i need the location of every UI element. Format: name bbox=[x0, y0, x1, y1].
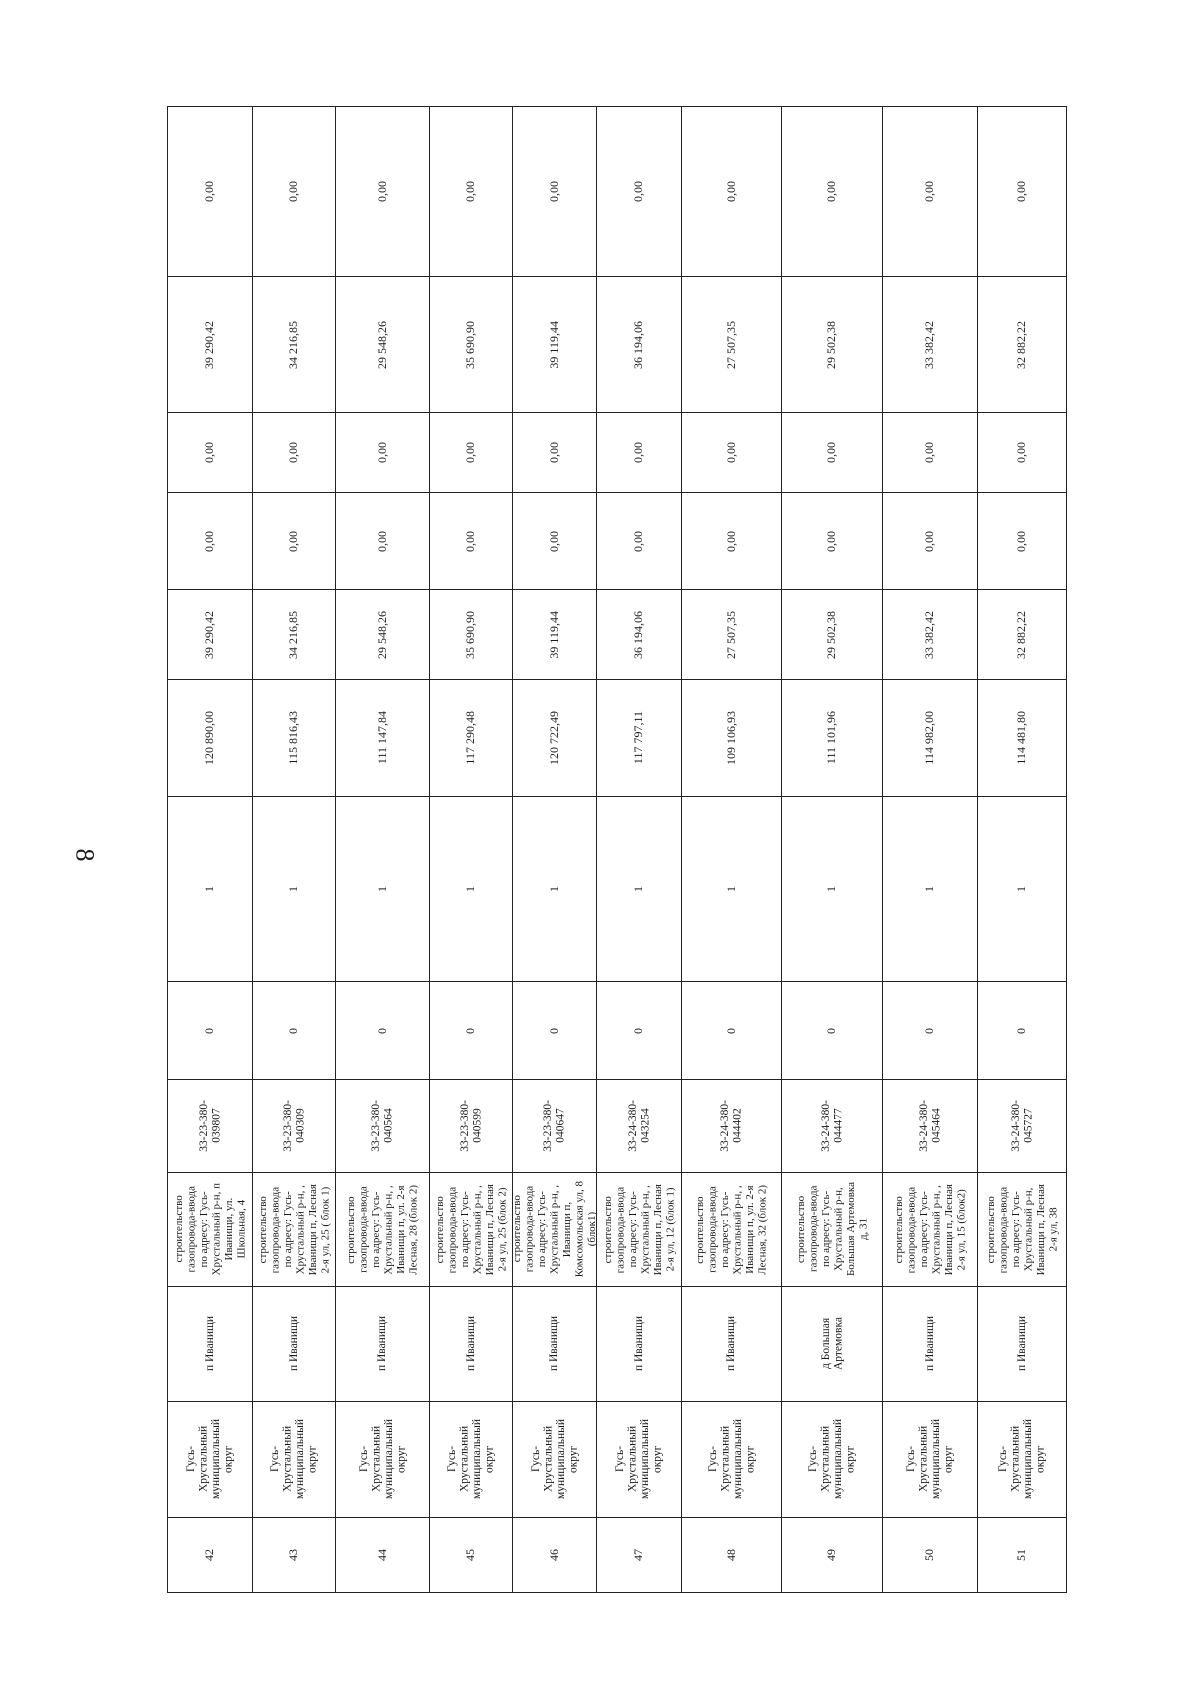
cell-row-number bbox=[682, 1518, 782, 1593]
cell-count bbox=[336, 797, 430, 982]
cell-amount-repeat bbox=[168, 277, 253, 413]
cell-description bbox=[978, 1173, 1067, 1287]
cell-district-text: Гусь- Хрустальный муниципальный округ bbox=[269, 1419, 319, 1500]
cell-zero-count-text: 0 bbox=[463, 1027, 478, 1034]
cell-amount-repeat-text: 33 382,42 bbox=[922, 320, 937, 369]
cell-final-zero-text: 0,00 bbox=[202, 181, 217, 202]
cell-amount-repeat bbox=[978, 277, 1067, 413]
cell-row-number bbox=[430, 1518, 513, 1593]
cell-code bbox=[430, 1080, 513, 1173]
cell-amount bbox=[253, 590, 336, 680]
cell-amount bbox=[430, 590, 513, 680]
cell-total-text: 120 722,49 bbox=[546, 711, 561, 765]
cell-count bbox=[430, 797, 513, 982]
cell-description bbox=[510, 1173, 598, 1287]
cell-zero-b bbox=[883, 413, 978, 493]
cell-locality bbox=[168, 1287, 253, 1402]
cell-amount-repeat-text: 36 194,06 bbox=[631, 320, 646, 369]
table-row bbox=[168, 1080, 1196, 1173]
cell-total-text: 114 481,80 bbox=[1014, 711, 1029, 765]
cell-description bbox=[597, 1173, 682, 1287]
cell-code-text: 33-24-380- 044402 bbox=[719, 1100, 744, 1152]
cell-district bbox=[782, 1402, 883, 1518]
cell-code-text: 33-23-380- 040599 bbox=[458, 1100, 483, 1152]
cell-locality bbox=[782, 1287, 883, 1402]
cell-row-number-text: 46 bbox=[546, 1549, 561, 1561]
table-row bbox=[168, 1402, 1196, 1518]
cell-count bbox=[597, 797, 682, 982]
cell-zero-b bbox=[430, 413, 513, 493]
cell-amount-text: 39 119,44 bbox=[546, 610, 561, 659]
cell-count bbox=[253, 797, 336, 982]
cell-row-number-text: 45 bbox=[463, 1549, 478, 1561]
cell-amount-repeat bbox=[253, 277, 336, 413]
cell-district-text: Гусь- Хрустальный муниципальный округ bbox=[357, 1419, 407, 1500]
table-row bbox=[168, 107, 1196, 277]
cell-district-text: Гусь- Хрустальный муниципальный округ bbox=[614, 1419, 664, 1500]
cell-zero-count-text: 0 bbox=[202, 1027, 217, 1034]
cell-row-number-text: 44 bbox=[374, 1549, 389, 1561]
cell-locality-text: п Иванищи bbox=[1015, 1316, 1028, 1372]
cell-amount-repeat bbox=[782, 277, 883, 413]
cell-zero-count-text: 0 bbox=[546, 1027, 561, 1034]
cell-zero-count-text: 0 bbox=[374, 1027, 389, 1034]
cell-zero-a bbox=[682, 493, 782, 590]
cell-zero-b-text: 0,00 bbox=[824, 442, 839, 463]
cell-row-number bbox=[597, 1518, 682, 1593]
cell-zero-count-text: 0 bbox=[723, 1027, 738, 1034]
cell-description-text: строительство газопровода-ввода по адресу: Гусь- Хрустальный р-н, Иванищи п, Лесная 2-я ул, 38 bbox=[984, 1183, 1059, 1276]
cell-zero-count bbox=[168, 982, 253, 1080]
cell-total bbox=[883, 680, 978, 797]
cell-zero-count bbox=[682, 982, 782, 1080]
cell-amount-repeat-text: 27 507,35 bbox=[723, 320, 738, 369]
cell-description bbox=[430, 1173, 513, 1287]
cell-zero-a bbox=[597, 493, 682, 590]
cell-description bbox=[682, 1173, 782, 1287]
table-row bbox=[168, 413, 1196, 493]
cell-zero-count bbox=[597, 982, 682, 1080]
cell-total-text: 111 101,96 bbox=[824, 711, 839, 765]
cell-zero-a-text: 0,00 bbox=[723, 530, 738, 552]
cell-description-text: строительство газопровода-ввода по адресу: Гусь- Хрустальный р-н, , Иванищи п, Лесная 2-я ул, 15 (блок2) bbox=[892, 1183, 967, 1276]
cell-district bbox=[513, 1402, 597, 1518]
cell-row-number bbox=[168, 1518, 253, 1593]
cell-amount-repeat-text: 39 290,42 bbox=[202, 320, 217, 369]
cell-zero-count bbox=[782, 982, 883, 1080]
cell-district bbox=[430, 1402, 513, 1518]
cell-code bbox=[782, 1080, 883, 1173]
cell-final-zero bbox=[883, 107, 978, 277]
cell-code bbox=[883, 1080, 978, 1173]
cell-total bbox=[430, 680, 513, 797]
cell-zero-a bbox=[883, 493, 978, 590]
cell-final-zero bbox=[336, 107, 430, 277]
cell-amount bbox=[782, 590, 883, 680]
cell-district bbox=[883, 1402, 978, 1518]
cell-final-zero bbox=[168, 107, 253, 277]
cell-code bbox=[978, 1080, 1067, 1173]
cell-count-text: 1 bbox=[922, 886, 937, 892]
cell-row-number-text: 49 bbox=[824, 1549, 839, 1561]
cell-zero-a-text: 0,00 bbox=[922, 530, 937, 552]
cell-zero-a-text: 0,00 bbox=[463, 530, 478, 552]
cell-total-text: 117 290,48 bbox=[463, 711, 478, 765]
cell-count-text: 1 bbox=[546, 886, 561, 892]
cell-zero-a bbox=[978, 493, 1067, 590]
cell-total-text: 111 147,84 bbox=[374, 711, 389, 765]
cell-total bbox=[782, 680, 883, 797]
cell-zero-a-text: 0,00 bbox=[546, 530, 561, 552]
cell-zero-b-text: 0,00 bbox=[202, 442, 217, 463]
cell-description bbox=[168, 1173, 253, 1287]
cell-amount-text: 39 290,42 bbox=[202, 610, 217, 659]
cell-code-text: 33-23-380- 040647 bbox=[542, 1100, 567, 1152]
cell-count bbox=[883, 797, 978, 982]
cell-amount-repeat bbox=[883, 277, 978, 413]
cell-zero-count bbox=[253, 982, 336, 1080]
cell-amount bbox=[978, 590, 1067, 680]
cell-zero-count bbox=[883, 982, 978, 1080]
cell-zero-count-text: 0 bbox=[824, 1027, 839, 1034]
cell-zero-a-text: 0,00 bbox=[631, 530, 646, 552]
cell-amount bbox=[513, 590, 597, 680]
cell-locality-text: п Иванищи bbox=[203, 1316, 216, 1372]
cell-amount-text: 33 382,42 bbox=[922, 610, 937, 659]
cell-count bbox=[978, 797, 1067, 982]
cell-code-text: 33-24-380- 045727 bbox=[1009, 1100, 1034, 1152]
cell-locality-text: п Иванищи bbox=[464, 1316, 477, 1372]
cell-code-text: 33-24-380- 043254 bbox=[626, 1100, 651, 1152]
cell-amount bbox=[597, 590, 682, 680]
cell-description-text: строительство газопровода-ввода по адресу: Гусь- Хрустальный р-н, п Иванищи, ул. Школьная, 4 bbox=[172, 1183, 247, 1276]
cell-zero-b bbox=[782, 413, 883, 493]
cell-count-text: 1 bbox=[1014, 886, 1029, 892]
cell-total-text: 117 797,11 bbox=[631, 711, 646, 765]
cell-total bbox=[513, 680, 597, 797]
cell-amount-repeat-text: 29 502,38 bbox=[824, 320, 839, 369]
cell-zero-a bbox=[513, 493, 597, 590]
table-row bbox=[168, 982, 1196, 1080]
cell-description-text: строительство газопровода-ввода по адресу: Гусь- Хрустальный р-н, , Иванищи п, Лесная 2-я ул, 12 (блок 1) bbox=[601, 1183, 676, 1276]
cell-locality bbox=[978, 1287, 1067, 1402]
cell-zero-a bbox=[336, 493, 430, 590]
cell-code bbox=[253, 1080, 336, 1173]
cell-total-text: 120 890,00 bbox=[202, 711, 217, 765]
cell-zero-a bbox=[430, 493, 513, 590]
cell-code bbox=[597, 1080, 682, 1173]
cell-code-text: 33-24-380- 045464 bbox=[917, 1100, 942, 1152]
table-row bbox=[168, 493, 1196, 590]
cell-count-text: 1 bbox=[723, 886, 738, 892]
cell-locality-text: п Иванищи bbox=[923, 1316, 936, 1372]
cell-count-text: 1 bbox=[202, 886, 217, 892]
cell-final-zero-text: 0,00 bbox=[824, 181, 839, 202]
cell-row-number bbox=[253, 1518, 336, 1593]
cell-locality bbox=[682, 1287, 782, 1402]
cell-final-zero-text: 0,00 bbox=[463, 181, 478, 202]
cell-district-text: Гусь- Хрустальный муниципальный округ bbox=[529, 1419, 579, 1500]
table-body bbox=[168, 107, 1196, 1593]
cell-total bbox=[682, 680, 782, 797]
cell-amount-repeat bbox=[430, 277, 513, 413]
cell-locality bbox=[597, 1287, 682, 1402]
cell-amount-repeat-text: 34 216,85 bbox=[286, 320, 301, 369]
table-row bbox=[168, 1518, 1196, 1593]
cell-final-zero-text: 0,00 bbox=[286, 181, 301, 202]
cell-zero-b-text: 0,00 bbox=[631, 442, 646, 463]
cell-final-zero bbox=[782, 107, 883, 277]
cell-description bbox=[253, 1173, 336, 1287]
table-row bbox=[168, 797, 1196, 982]
cell-zero-a-text: 0,00 bbox=[1014, 530, 1029, 552]
cell-total bbox=[168, 680, 253, 797]
cell-zero-b-text: 0,00 bbox=[1014, 442, 1029, 463]
cell-amount-repeat-text: 32 882,22 bbox=[1014, 320, 1029, 369]
cell-amount-repeat-text: 35 690,90 bbox=[463, 320, 478, 369]
cell-row-number-text: 51 bbox=[1014, 1549, 1029, 1561]
cell-final-zero-text: 0,00 bbox=[1014, 181, 1029, 202]
cell-amount-text: 36 194,06 bbox=[631, 610, 646, 659]
cell-locality bbox=[883, 1287, 978, 1402]
cell-row-number bbox=[782, 1518, 883, 1593]
table-row bbox=[168, 680, 1196, 797]
page-number: 8 bbox=[70, 848, 100, 862]
cell-locality bbox=[336, 1287, 430, 1402]
cell-description-text: строительство газопровода-ввода по адресу: Гусь- Хрустальный р-н, , Иванищи п, Комсомольская ул, 8 (блок1) bbox=[510, 1181, 598, 1278]
cell-zero-b bbox=[513, 413, 597, 493]
cell-amount bbox=[336, 590, 430, 680]
cell-row-number-text: 43 bbox=[286, 1549, 301, 1561]
cell-description-text: строительство газопровода-ввода по адресу: Гусь- Хрустальный р-н, , Иванищи п, ул. 2-я Лесная, 32 (блок 2) bbox=[694, 1184, 769, 1275]
cell-final-zero-text: 0,00 bbox=[922, 181, 937, 202]
cell-final-zero-text: 0,00 bbox=[723, 181, 738, 202]
cell-zero-b bbox=[978, 413, 1067, 493]
cell-amount bbox=[168, 590, 253, 680]
cell-row-number bbox=[883, 1518, 978, 1593]
cell-zero-a-text: 0,00 bbox=[374, 530, 389, 552]
cell-amount-text: 29 502,38 bbox=[824, 610, 839, 659]
cell-district bbox=[978, 1402, 1067, 1518]
cell-district-text: Гусь- Хрустальный муниципальный округ bbox=[446, 1419, 496, 1500]
cell-description-text: строительство газопровода-ввода по адресу: Гусь- Хрустальный р-н, , Иванищи п, ул. 2-я Лесная, 28 (блок 2) bbox=[345, 1184, 420, 1275]
cell-amount bbox=[682, 590, 782, 680]
cell-row-number-text: 48 bbox=[723, 1549, 738, 1561]
cell-zero-a bbox=[253, 493, 336, 590]
cell-row-number-text: 47 bbox=[631, 1549, 646, 1561]
table-row bbox=[168, 1287, 1196, 1402]
cell-row-number-text: 42 bbox=[202, 1549, 217, 1561]
cell-final-zero-text: 0,00 bbox=[546, 181, 561, 202]
cell-description bbox=[883, 1173, 978, 1287]
cell-code bbox=[336, 1080, 430, 1173]
cell-locality-text: п Иванищи bbox=[287, 1316, 300, 1372]
cell-count bbox=[168, 797, 253, 982]
cell-district-text: Гусь- Хрустальный муниципальный округ bbox=[706, 1419, 756, 1500]
cell-zero-count-text: 0 bbox=[286, 1027, 301, 1034]
cell-row-number bbox=[513, 1518, 597, 1593]
cell-zero-b bbox=[682, 413, 782, 493]
cell-description-text: строительство газопровода-ввода по адресу: Гусь- Хрустальный р-н, , Иванищи п, Лесная 2-я ул, 25 ( блок 1) bbox=[256, 1183, 331, 1276]
cell-final-zero-text: 0,00 bbox=[374, 181, 389, 202]
cell-final-zero-text: 0,00 bbox=[631, 181, 646, 202]
cell-amount-text: 27 507,35 bbox=[723, 610, 738, 659]
cell-zero-b-text: 0,00 bbox=[463, 442, 478, 463]
cell-count-text: 1 bbox=[286, 886, 301, 892]
cell-zero-b bbox=[597, 413, 682, 493]
cell-zero-a-text: 0,00 bbox=[202, 530, 217, 552]
cell-locality bbox=[253, 1287, 336, 1402]
cell-code-text: 33-23-380- 040309 bbox=[281, 1100, 306, 1152]
cell-zero-count-text: 0 bbox=[631, 1027, 646, 1034]
cell-zero-b-text: 0,00 bbox=[922, 442, 937, 463]
cell-zero-a bbox=[168, 493, 253, 590]
cell-count bbox=[782, 797, 883, 982]
cell-final-zero bbox=[253, 107, 336, 277]
cell-zero-count bbox=[978, 982, 1067, 1080]
cell-count bbox=[513, 797, 597, 982]
cell-row-number bbox=[978, 1518, 1067, 1593]
cell-count bbox=[682, 797, 782, 982]
cell-code-text: 33-23-380- 040564 bbox=[370, 1100, 395, 1152]
cell-code-text: 33-23-380- 039807 bbox=[197, 1100, 222, 1152]
cell-amount-repeat-text: 29 548,26 bbox=[374, 320, 389, 369]
cell-zero-b bbox=[336, 413, 430, 493]
cell-amount bbox=[883, 590, 978, 680]
cell-total bbox=[336, 680, 430, 797]
cell-final-zero bbox=[513, 107, 597, 277]
cell-district-text: Гусь- Хрустальный муниципальный округ bbox=[807, 1419, 857, 1500]
table-row bbox=[168, 1173, 1196, 1287]
cell-description-text: строительство газопровода-ввода по адресу: Гусь- Хрустальный р-н, , Иванищи п, Лесная 2-я ул, 25 (блок 2) bbox=[433, 1183, 508, 1276]
cell-district-text: Гусь- Хрустальный муниципальный округ bbox=[185, 1419, 235, 1500]
cell-locality-text: п Иванищи bbox=[632, 1316, 645, 1372]
cell-amount-repeat-text: 39 119,44 bbox=[546, 320, 561, 369]
cell-zero-b-text: 0,00 bbox=[286, 442, 301, 463]
cell-zero-count bbox=[513, 982, 597, 1080]
cell-district bbox=[168, 1402, 253, 1518]
cell-district bbox=[597, 1402, 682, 1518]
cell-final-zero bbox=[597, 107, 682, 277]
cell-code bbox=[168, 1080, 253, 1173]
cell-locality bbox=[430, 1287, 513, 1402]
cell-zero-a bbox=[782, 493, 883, 590]
cell-amount-repeat bbox=[597, 277, 682, 413]
cell-district bbox=[253, 1402, 336, 1518]
cell-count-text: 1 bbox=[824, 886, 839, 892]
table-row bbox=[168, 590, 1196, 680]
cell-amount-repeat bbox=[336, 277, 430, 413]
cell-district bbox=[682, 1402, 782, 1518]
cell-count-text: 1 bbox=[631, 886, 646, 892]
cell-locality-text: п Иванищи bbox=[376, 1316, 389, 1372]
cell-total-text: 115 816,43 bbox=[286, 711, 301, 765]
cell-zero-count bbox=[336, 982, 430, 1080]
cell-count-text: 1 bbox=[374, 886, 389, 892]
cell-amount-text: 29 548,26 bbox=[374, 610, 389, 659]
data-table bbox=[167, 106, 1196, 1593]
cell-district-text: Гусь- Хрустальный муниципальный округ bbox=[997, 1419, 1047, 1500]
cell-zero-a-text: 0,00 bbox=[286, 530, 301, 552]
cell-count-text: 1 bbox=[463, 886, 478, 892]
cell-code bbox=[513, 1080, 597, 1173]
cell-row-number-text: 50 bbox=[922, 1549, 937, 1561]
cell-zero-count-text: 0 bbox=[1014, 1027, 1029, 1034]
cell-total bbox=[978, 680, 1067, 797]
cell-district-text: Гусь- Хрустальный муниципальный округ bbox=[905, 1419, 955, 1500]
cell-amount-text: 32 882,22 bbox=[1014, 610, 1029, 659]
cell-zero-count bbox=[430, 982, 513, 1080]
cell-total-text: 109 106,93 bbox=[723, 711, 738, 765]
cell-amount-repeat bbox=[682, 277, 782, 413]
cell-amount-text: 34 216,85 bbox=[286, 610, 301, 659]
cell-code bbox=[682, 1080, 782, 1173]
table-row bbox=[168, 277, 1196, 413]
cell-zero-b bbox=[253, 413, 336, 493]
cell-zero-b-text: 0,00 bbox=[723, 442, 738, 463]
cell-row-number bbox=[336, 1518, 430, 1593]
cell-description-text: строительство газопровода-ввода по адресу: Гусь- Хрустальный р-н, Большая Артемовка д, 31 bbox=[794, 1182, 869, 1277]
cell-district bbox=[336, 1402, 430, 1518]
cell-locality-text: п Иванищи bbox=[725, 1316, 738, 1372]
cell-final-zero bbox=[430, 107, 513, 277]
cell-zero-b-text: 0,00 bbox=[546, 442, 561, 463]
cell-total bbox=[597, 680, 682, 797]
cell-description bbox=[782, 1173, 883, 1287]
cell-locality-text: п Иванищи bbox=[548, 1316, 561, 1372]
cell-total bbox=[253, 680, 336, 797]
cell-locality-text: д Большая Артемовка bbox=[819, 1317, 844, 1371]
cell-zero-a-text: 0,00 bbox=[824, 530, 839, 552]
cell-zero-b-text: 0,00 bbox=[374, 442, 389, 463]
cell-amount-repeat bbox=[513, 277, 597, 413]
cell-description bbox=[336, 1173, 430, 1287]
cell-zero-b bbox=[168, 413, 253, 493]
cell-locality bbox=[513, 1287, 597, 1402]
cell-amount-text: 35 690,90 bbox=[463, 610, 478, 659]
cell-total-text: 114 982,00 bbox=[922, 711, 937, 765]
cell-final-zero bbox=[682, 107, 782, 277]
cell-final-zero bbox=[978, 107, 1067, 277]
cell-code-text: 33-24-380- 044477 bbox=[819, 1100, 844, 1152]
cell-zero-count-text: 0 bbox=[922, 1027, 937, 1034]
